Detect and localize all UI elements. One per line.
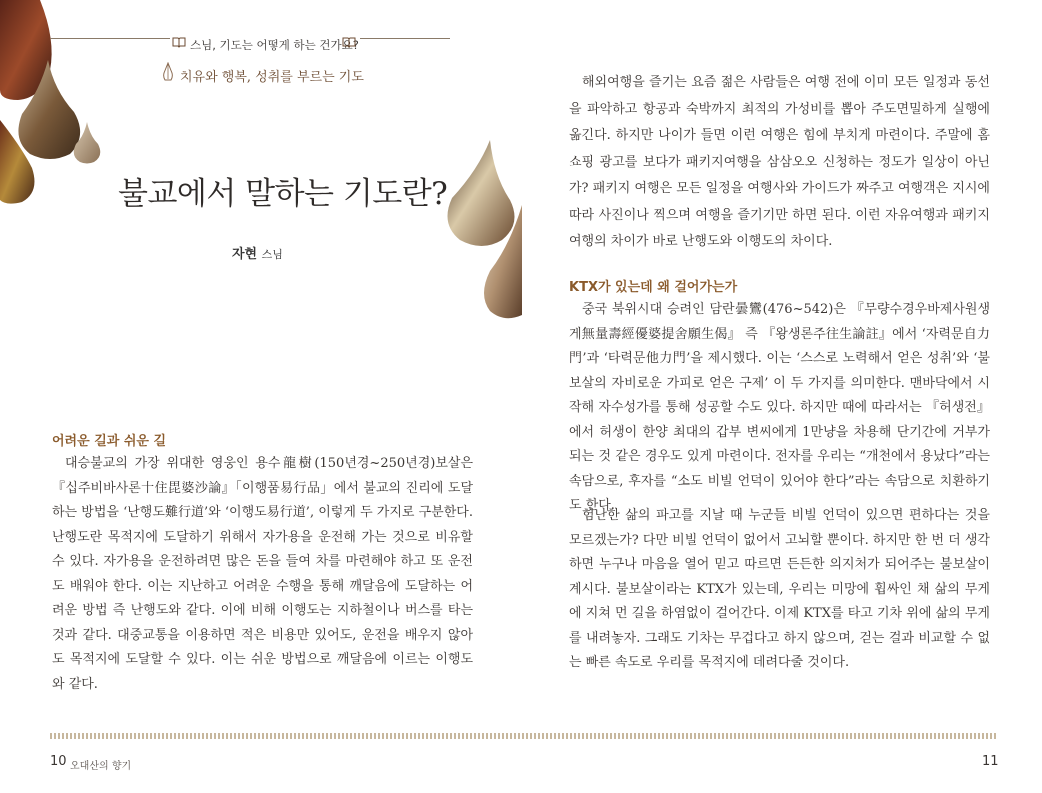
droplet-image-4 bbox=[70, 122, 104, 164]
header-rule-right bbox=[360, 38, 450, 39]
droplet-image-6 bbox=[480, 205, 525, 320]
author-byline bbox=[232, 243, 283, 262]
book-icon bbox=[172, 36, 186, 48]
book-icon bbox=[342, 36, 356, 48]
header-rule-left bbox=[50, 38, 170, 39]
droplet-image-3 bbox=[0, 120, 50, 205]
author-name: 자현 bbox=[232, 247, 258, 262]
right-paragraph-1: 중국 북위시대 승려인 담란曇鸞(476~542)은 『무량수경우바제사원생게無量壽經優婆提舍願生偈』 즉 『왕생론주往生論註』에서 ‘자력문自力門’과 ‘타력문他力門’을 제시했다. 이는 ‘스스로 노력해서 얻은 성취’와 ‘불보살의 자비로운 가피로 얻은 구제’ 이 두 가지를 의미한다. 맨바닥에서 시작해 자수성가를 통해 성공할 수도 있다. 하지만 때에 따라서는 『허생전』에서 허생이 한양 최대의 갑부 변씨에게 1만냥을 차용해 단기간에 거부가 되는 것 같은 경우도 있게 마련이다. 전자를 우리는 “개천에서 용났다”라는 속담으로, 후자를 “소도 비빌 언덕이 있어야 한다”라는 속담으로 치환하기도 한다. bbox=[569, 302, 990, 513]
praying-hands-icon bbox=[160, 62, 176, 82]
author-rank: 스님 bbox=[261, 248, 283, 261]
page-number-left: 10 bbox=[50, 754, 67, 769]
publication-name: 오대산의 향기 bbox=[70, 761, 132, 772]
right-intro-paragraph: 해외여행을 즐기는 요즘 젊은 사람들은 여행 전에 이미 모든 일정과 동선을 파악하고 항공과 숙박까지 최적의 가성비를 뽑아 주도면밀하게 실행에 옮긴다. 하지만 나이가 들면 이런 여행은 힘에 부치게 마련이다. 주말에 홈쇼핑 광고를 보다가 패키지여행을 삼삼오오 신청하는 정도가 일상이 아닌가? 패키지 여행은 모든 일정을 여행사와 가이드가 짜주고 여행객은 지시에 따라 사진이나 찍으며 여행을 즐기기만 하면 된다. 이런 자유여행과 패키지여행의 차이가 바로 난행도와 이행도의 차이다. bbox=[569, 75, 990, 249]
left-paragraph: 대승불교의 가장 위대한 영웅인 용수龍樹(150년경~250년경)보살은 『십주비바사론十住毘婆沙論』「이행품易行品」에서 불교의 진리에 도달하는 방법을 ‘난행도難行道’와 ‘이행도易行道’, 이렇게 두 가지로 구분한다. 난행도란 목적지에 도달하기 위해서 자가용을 운전해 가는 것으로 비유할 수 있다. 자가용을 운전하려면 많은 돈을 들여 차를 마련해야 하고 또 운전도 배워야 한다. 이는 지난하고 어려운 수행을 통해 깨달음에 도달하는 어려운 방법 즉 난행도와 같다. 이에 비해 이행도는 지하철이나 버스를 타는 것과 같다. 대중교통을 이용하면 적은 비용만 있어도, 운전을 배우지 않아도 목적지에 도달할 수 있다. 이는 쉬운 방법으로 깨달음에 이르는 이행도와 같다. bbox=[52, 456, 473, 692]
series-title: 스님, 기도는 어떻게 하는 건가요? bbox=[190, 38, 359, 52]
footer-rule bbox=[50, 733, 998, 739]
section-heading-right: KTX가 있는데 왜 걸어가는가 bbox=[569, 280, 738, 295]
article-subtitle: 치유와 행복, 성취를 부르는 기도 bbox=[180, 70, 364, 85]
page-number-right: 11 bbox=[982, 754, 999, 769]
page-title: 불교에서 말하는 기도란? bbox=[118, 176, 448, 212]
right-paragraph-2: 험난한 삶의 파고를 지날 때 누군들 비빌 언덕이 있으면 편하다는 것을 모르겠는가? 다만 비빌 언덕이 없어서 고뇌할 뿐이다. 하지만 한 번 더 생각하면 누구나 마음을 열어 믿고 따르면 든든한 의지처가 되어주는 불보살이 계시다. 불보살이라는 KTX가 있는데, 우리는 미망에 휩싸인 채 삶의 무게에 지쳐 먼 길을 하염없이 걸어간다. 이제 KTX를 타고 기차 위에 삶의 무게를 내려놓자. 그래도 기차는 무겁다고 하지 않으며, 걷는 걸과 비교할 수 없는 빠른 속도로 우리를 목적지에 데려다줄 것이다. bbox=[569, 508, 990, 670]
section-heading-left: 어려운 길과 쉬운 길 bbox=[52, 434, 167, 449]
